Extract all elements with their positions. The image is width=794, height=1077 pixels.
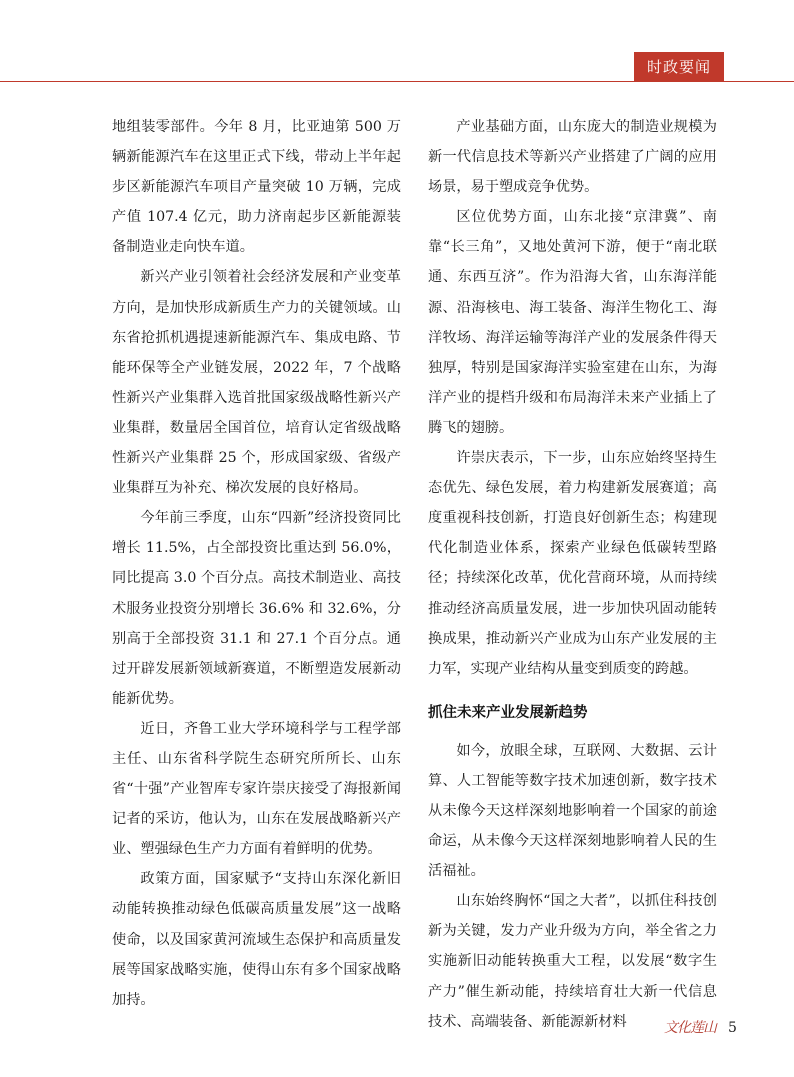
page-number: 5 [728,1020,737,1036]
magazine-logo: 文化莲山 [664,1020,716,1036]
paragraph: 政策方面，国家赋予“支持山东深化新旧动能转换推动绿色低碳高质量发展”这一战略使命，以及国家黄河流域生态保护和高质量发展等国家战略实施，使得山东有多个国家战略加持。 [112,871,401,1008]
left-column [112,112,401,1015]
paragraph: 产业基础方面，山东庞大的制造业规模为新一代信息技术等新兴产业搭建了广阔的应用场景，易于塑成竞争优势。 [428,119,717,196]
section-tag: 时政要闻 [634,52,724,82]
header-divider [0,81,794,82]
top-rule [0,0,794,6]
paragraph: 如今，放眼全球，互联网、大数据、云计算、人工智能等数字技术加速创新，数字技术从未像今天这样深刻地影响着一个国家的前途命运，从未像今天这样深刻地影响着人民的生活福祉。 [428,742,717,880]
section-subheading: 抓住未来产业发展新趋势 [428,704,588,721]
paragraph: 今年前三季度，山东“四新”经济投资同比增长 11.5%，占全部投资比重达到 56.0%，同比提高 3.0 个百分点。高技术制造业、高技术服务业投资分别增长 36.6% 和 32.6%，分别高于全部投资 31.1 和 27.1 个百分点。通过开辟发展新领域新赛道，不断塑造发展新动能新优势。 [112,510,401,707]
paragraph: 地组装零部件。今年 8 月，比亚迪第 500 万辆新能源汽车在这里正式下线，带动上半年起步区新能源汽车项目产量突破 10 万辆，完成产值 107.4 亿元，助力济南起步区新能源装备制造业走向快车道。 [112,119,401,256]
paragraph: 近日，齐鲁工业大学环境科学与工程学部主任、山东省科学院生态研究所所长、山东省“十强”产业智库专家许崇庆接受了海报新闻记者的采访，他认为，山东在发展战略新兴产业、塑强绿色生产力方面有着鲜明的优势。 [112,720,401,858]
paragraph: 许崇庆表示，下一步，山东应始终坚持生态优先、绿色发展，着力构建新发展赛道；高度重视科技创新，打造良好创新生态；构建现代化制造业体系，探索产业绿色低碳转型路径；持续深化改革，优化营商环境，从而持续推动经济高质量发展，进一步加快巩固动能转换成果，推动新兴产业成为山东产业发展的主力军，实现产业结构从量变到质变的跨越。 [428,450,717,677]
paragraph: 山东始终胸怀“国之大者”，以抓住科技创新为关键，发力产业升级为方向，举全省之力实施新旧动能转换重大工程，以发展“数字生产力”催生新动能，持续培育壮大新一代信息技术、高端装备、新能源新材料 [428,893,717,1030]
right-column [428,112,717,1037]
paragraph: 新兴产业引领着社会经济发展和产业变革方向，是加快形成新质生产力的关键领域。山东省抢抓机遇提速新能源汽车、集成电路、节能环保等全产业链发展，2022 年，7 个战略性新兴产业集群入选首批国家级战略性新兴产业集群，数量居全国首位，培育认定省级战略性新兴产业集群 25 个，形成国家级、省级产业集群互为补充、梯次发展的良好格局。 [112,269,401,497]
paragraph: 区位优势方面，山东北接“京津冀”、南靠“长三角”，又地处黄河下游，便于“南北联通、东西互济”。作为沿海大省，山东海洋能源、沿海核电、海工装备、海洋生物化工、海洋牧场、海洋运输等海洋产业的发展条件得天独厚，特别是国家海洋实验室建在山东，为海洋产业的提档升级和布局海洋未来产业插上了腾飞的翅膀。 [428,209,717,436]
